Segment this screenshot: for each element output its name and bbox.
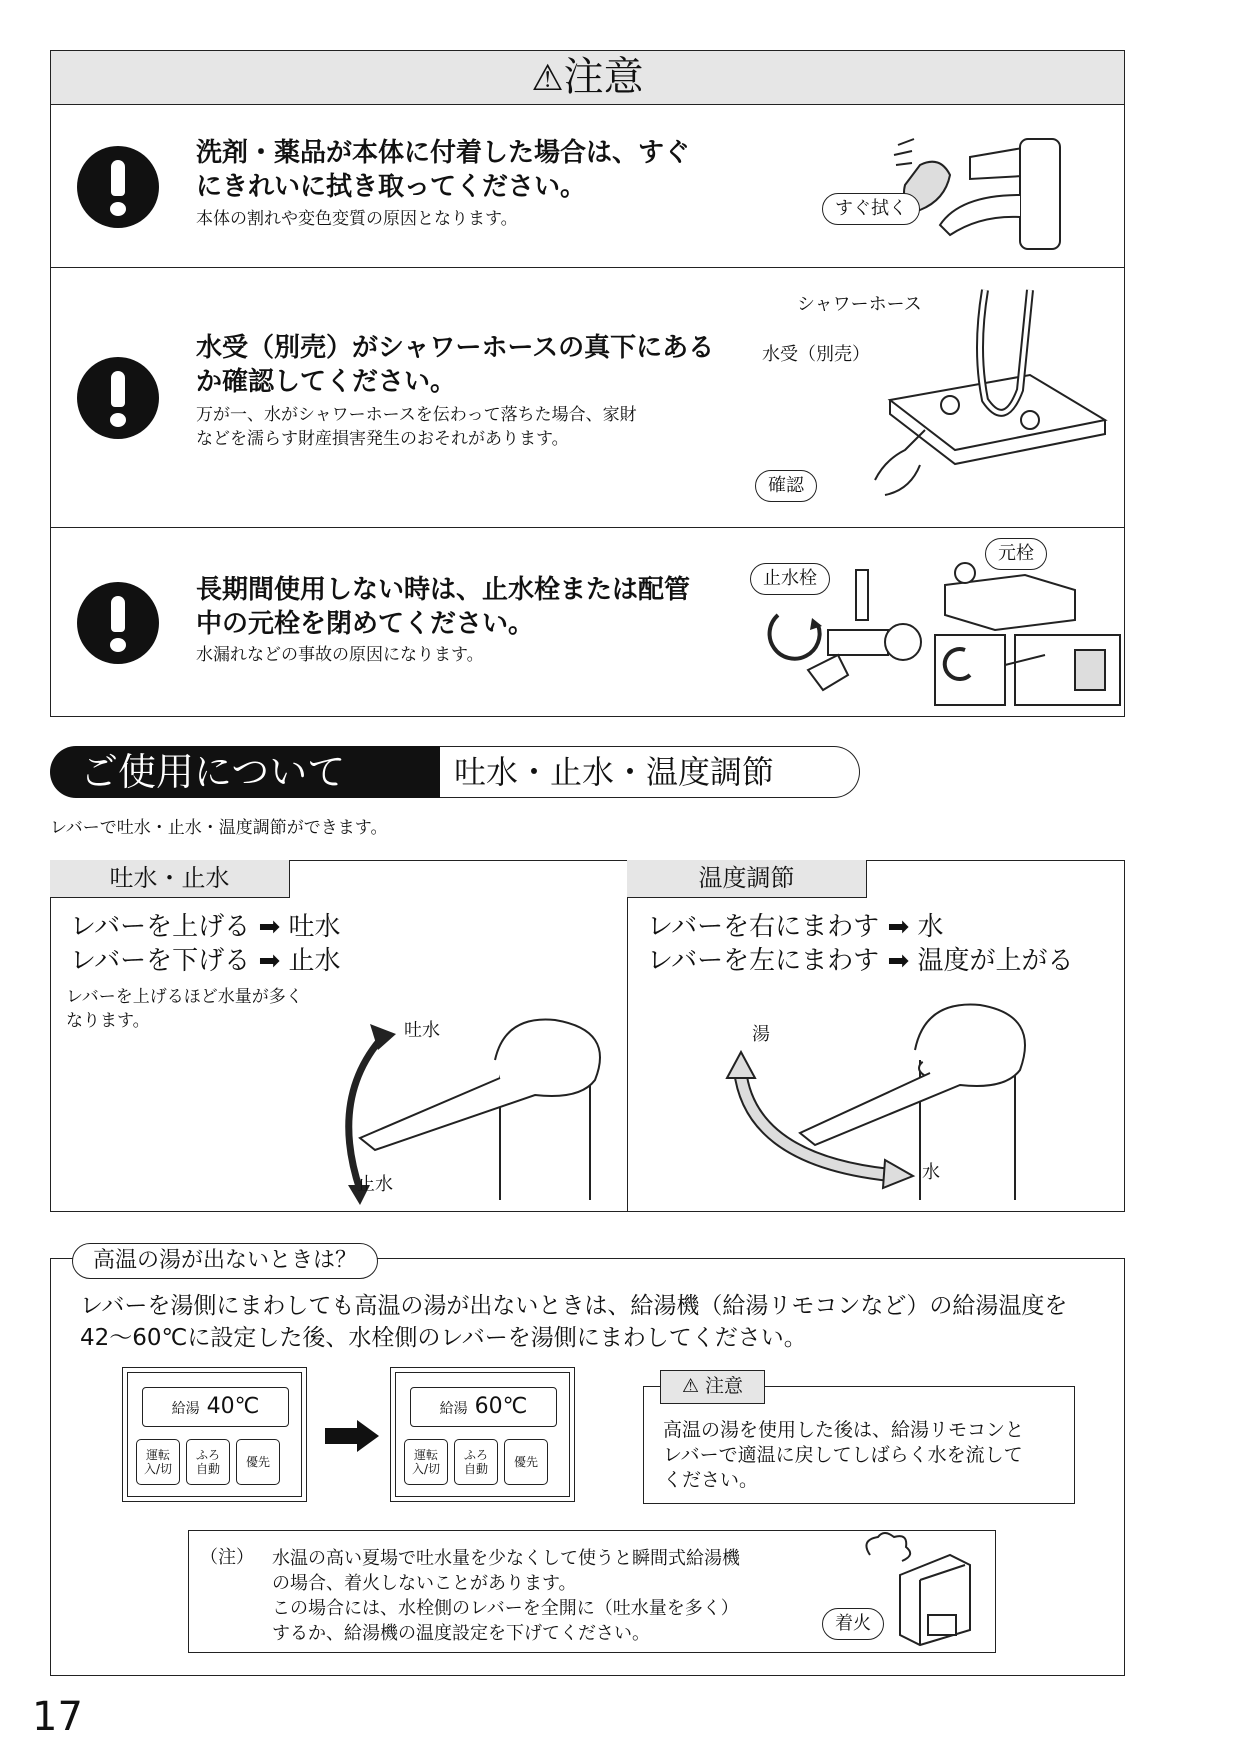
arrow-right-icon <box>325 1420 380 1452</box>
bath-auto-key: ふろ 自動 <box>186 1439 230 1485</box>
note-mark: （注） <box>200 1547 254 1568</box>
tab-temperature: 温度調節 <box>627 860 867 898</box>
remote-after <box>390 1367 575 1502</box>
faucet-wipe-illustration <box>880 125 1080 255</box>
ignite-label: 着火 <box>822 1608 884 1640</box>
hot-label: 湯 <box>752 1024 770 1045</box>
exclamation-icon <box>77 582 159 664</box>
remote-display: 給湯 60℃ <box>410 1387 557 1427</box>
temp-caution-text: 高温の湯を使用した後は、給湯リモコンと レバーで適温に戻してしばらく水を流して ください。 <box>663 1419 1025 1491</box>
hose-label: シャワーホース <box>797 294 922 315</box>
warning-triangle-icon: ⚠ <box>531 58 564 99</box>
tab-flow: 吐水・止水 <box>50 860 290 898</box>
flow-instruction: レバーを上げる ➡ 吐水 <box>70 912 341 942</box>
section-title: ご使用について <box>50 746 440 798</box>
stop-valve-label: 止水栓 <box>750 563 830 595</box>
divider <box>627 860 628 1212</box>
temp-instruction: レバーを右にまわす ➡ 水 <box>647 912 944 942</box>
caution-header <box>50 50 1125 105</box>
flow-note: レバーを上げるほど水量が多く なります。 <box>66 987 303 1031</box>
caution-heading: 水受（別売）がシャワーホースの真下にある か確認してください。 <box>196 333 715 397</box>
hot-water-text: レバーを湯側にまわしても高温の湯が出ないときは、給湯機（給湯リモコンなど）の給湯温度を 42〜60℃に設定した後、水栓側のレバーを湯側にまわしてください。 <box>80 1293 1068 1351</box>
warning-triangle-icon: ⚠ <box>681 1375 699 1397</box>
note-text: 水温の高い夏場で吐水量を少なくして使うと瞬間式給湯機 の場合、着火しないことがあります。 この場合には、水栓側のレバーを全開に（吐水量を多く） するか、給湯機の温度設定を下げてください。 <box>272 1548 740 1644</box>
divider <box>50 267 1125 268</box>
priority-key: 優先 <box>236 1439 280 1485</box>
flow-off-label: 止水 <box>357 1174 393 1195</box>
exclamation-icon <box>77 357 159 439</box>
divider <box>50 527 1125 528</box>
check-label: 確認 <box>755 470 817 502</box>
caution-heading: 長期間使用しない時は、止水栓または配管 中の元栓を閉めてください。 <box>196 575 691 639</box>
section-subtitle: 吐水・止水・温度調節 <box>440 746 860 798</box>
temp-instruction: レバーを左にまわす ➡ 温度が上がる <box>647 946 1074 976</box>
caution-note: 水漏れなどの事故の原因になります。 <box>196 645 484 665</box>
caution-note: 万が一、水がシャワーホースを伝わって落ちた場合、家財 などを濡らす財産損害発生のおそれがあります。 <box>196 405 637 449</box>
bath-auto-key: ふろ 自動 <box>454 1439 498 1485</box>
caution-heading: 洗剤・薬品が本体に付着した場合は、すぐ にきれいに拭き取ってください。 <box>196 138 691 202</box>
cold-label: 水 <box>922 1162 940 1183</box>
hot-water-title: 高温の湯が出ないときは？ <box>72 1243 378 1279</box>
main-valve-label: 元栓 <box>985 538 1047 570</box>
wipe-label: すぐ拭く <box>822 193 920 225</box>
tray-label: 水受（別売） <box>762 344 870 365</box>
lever-rotate-illustration <box>725 990 1025 1200</box>
priority-key: 優先 <box>504 1439 548 1485</box>
flow-instruction: レバーを下げる ➡ 止水 <box>70 946 341 976</box>
caution-note: 本体の割れや変色変質の原因となります。 <box>196 209 518 229</box>
temp-caution-header: ⚠ 注意 <box>660 1370 765 1404</box>
exclamation-icon <box>77 146 159 228</box>
power-key: 運転 入/切 <box>404 1439 448 1485</box>
page-number: 17 <box>32 1694 83 1740</box>
remote-display: 給湯 40℃ <box>142 1387 289 1427</box>
remote-before <box>122 1367 307 1502</box>
usage-intro: レバーで吐水・止水・温度調節ができます。 <box>50 818 388 838</box>
flow-on-label: 吐水 <box>404 1020 440 1041</box>
caution-title: 注意 <box>563 54 644 100</box>
power-key: 運転 入/切 <box>136 1439 180 1485</box>
